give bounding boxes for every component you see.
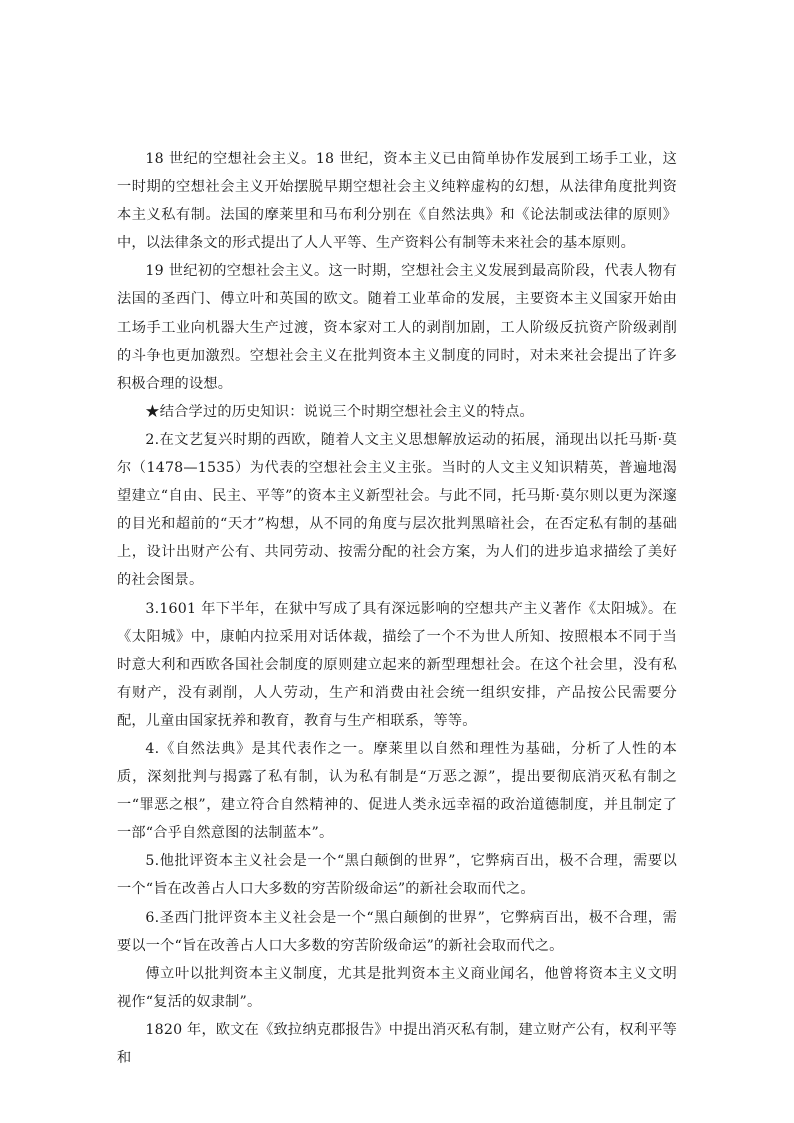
paragraph-18th-century: 18 世纪的空想社会主义。18 世纪，资本主义已由简单协作发展到工场手工业，这一时期的空想社会主义开始摆脱早期空想社会主义纯粹虚构的幻想，从法律角度批判资本主义私有制。法国的摩莱里和马布利分别在《自然法典》和《论法制或法律的原则》中，以法律条文的形式提出了人人平等、生产资料公有制等未来社会的基本原则。	[117, 151, 677, 252]
paragraph-item-6: 6.圣西门批评资本主义社会是一个“黑白颠倒的世界”，它弊病百出，极不合理，需要以一个“旨在改善占人口大多数的穷苦阶级命运”的新社会取而代之。	[117, 909, 677, 954]
paragraph-item-4: 4.《自然法典》是其代表作之一。摩莱里以自然和理性为基础，分析了人性的本质，深刻批判与揭露了私有制，认为私有制是“万恶之源”，提出要彻底消灭私有制之一“罪恶之根”，建立符合自然精神的、促进人类永远幸福的政治道德制度，并且制定了一部“合乎自然意图的法制蓝本”。	[117, 740, 677, 842]
paragraph-fourier: 傅立叶以批判资本主义制度，尤其是批判资本主义商业闻名，他曾将资本主义文明视作“复活的奴隶制”。	[117, 965, 677, 1010]
document-page	[117, 145, 677, 1072]
paragraph-19th-century: 19 世纪初的空想社会主义。这一时期，空想社会主义发展到最高阶段，代表人物有法国的圣西门、傅立叶和英国的欧文。随着工业革命的发展，主要资本主义国家开始由工场手工业向机器大生产过渡，资本家对工人的剥削加剧，工人阶级反抗资产阶级剥削的斗争也更加激烈。空想社会主义在批判资本主义制度的同时，对未来社会提出了许多积极合理的设想。	[117, 263, 677, 392]
paragraph-item-2: 2.在文艺复兴时期的西欧，随着人文主义思想解放运动的拓展，涌现出以托马斯·莫尔（1478—1535）为代表的空想社会主义主张。当时的人文主义知识精英，普遍地渴望建立“自由、民主、平等”的资本主义新型社会。与此不同，托马斯·莫尔则以更为深邃的目光和超前的“天才”构想，从不同的角度与层次批判黑暗社会，在否定私有制的基础上，设计出财产公有、共同劳动、按需分配的社会方案，为人们的进步追求描绘了美好的社会图景。	[117, 431, 677, 589]
paragraph-owen: 1820 年，欧文在《致拉纳克郡报告》中提出消灭私有制，建立财产公有，权利平等和	[117, 1021, 677, 1066]
paragraph-question: ★结合学过的历史知识：说说三个时期空想社会主义的特点。	[145, 403, 534, 420]
paragraph-item-5: 5.他批评资本主义社会是一个“黑白颠倒的世界”，它弊病百出，极不合理，需要以一个“旨在改善占人口大多数的穷苦阶级命运”的新社会取而代之。	[117, 853, 677, 898]
paragraph-item-3: 3.1601 年下半年，在狱中写成了具有深远影响的空想共产主义著作《太阳城》。在《太阳城》中，康帕内拉采用对话体裁，描绘了一个不为世人所知、按照根本不同于当时意大利和西欧各国社会制度的原则建立起来的新型理想社会。在这个社会里，没有私有财产，没有剥削，人人劳动，生产和消费由社会统一组织安排，产品按公民需要分配，儿童由国家抚养和教育，教育与生产相联系，等等。	[117, 600, 677, 729]
